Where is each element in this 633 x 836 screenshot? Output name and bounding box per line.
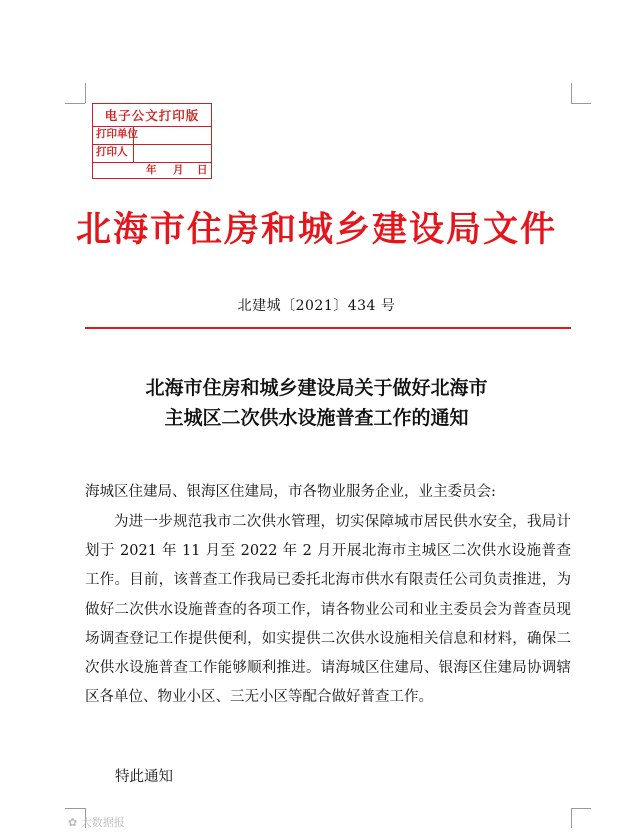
crop-mark-top-left-v [85, 83, 86, 103]
stamp-column-divider [133, 126, 134, 162]
crop-mark-bottom-right-v [571, 808, 572, 828]
watermark-text: 大数据报 [80, 816, 125, 829]
crop-mark-top-right-v [571, 83, 572, 103]
crop-mark-bottom-left-h [65, 808, 85, 809]
salutation: 海城区住建局、银海区住建局，市各物业服务企业，业主委员会: [85, 484, 496, 500]
stamp-print-unit-label: 打印单位 [96, 128, 138, 140]
crop-mark-top-left-h [65, 103, 85, 104]
crop-mark-top-right-h [571, 103, 591, 104]
document-number: 北建城〔2021〕434 号 [237, 298, 396, 314]
document-title-line-2: 主城区二次供水设施普查工作的通知 [164, 407, 469, 429]
red-separator-line [85, 327, 571, 329]
body-paragraph: 为进一步规范我市二次供水管理，切实保障城市居民供水安全，我局计划于 2021 年 11 月至 2022 年 2 月开展北海市主城区二次供水设施普查工作。目前，该普查工作我局已委托北海市供水有限责任公司负责推进，为做好二次供水设施普查的各项工作，请各物业公司和业主委员会为普查员现场调查登记工作提供便利，如实提供二次供水设施相关信息和材料，确保二次供水设施普查工作能够顺利推进。请海城区住建局、银海区住建局协调辖区各单位、物业小区、三无小区等配合做好普查工作。 [85, 514, 571, 706]
stamp-day-label: 日 [197, 164, 208, 176]
document-title [0, 373, 633, 433]
print-stamp [92, 103, 212, 179]
document-title-line-1: 北海市住房和城乡建设局关于做好北海市 [145, 377, 488, 399]
stamp-printer-label: 打印人 [96, 146, 128, 158]
closing-line: 特此通知 [115, 769, 173, 785]
watermark-icon: ✿ [68, 816, 81, 829]
watermark [68, 814, 125, 830]
crop-mark-bottom-right-h [571, 808, 591, 809]
stamp-title: 电子公文打印版 [104, 108, 200, 123]
stamp-year-label: 年 [146, 164, 157, 176]
document-header-title: 北海市住房和城乡建设局文件 [75, 209, 557, 250]
stamp-month-label: 月 [173, 164, 184, 176]
